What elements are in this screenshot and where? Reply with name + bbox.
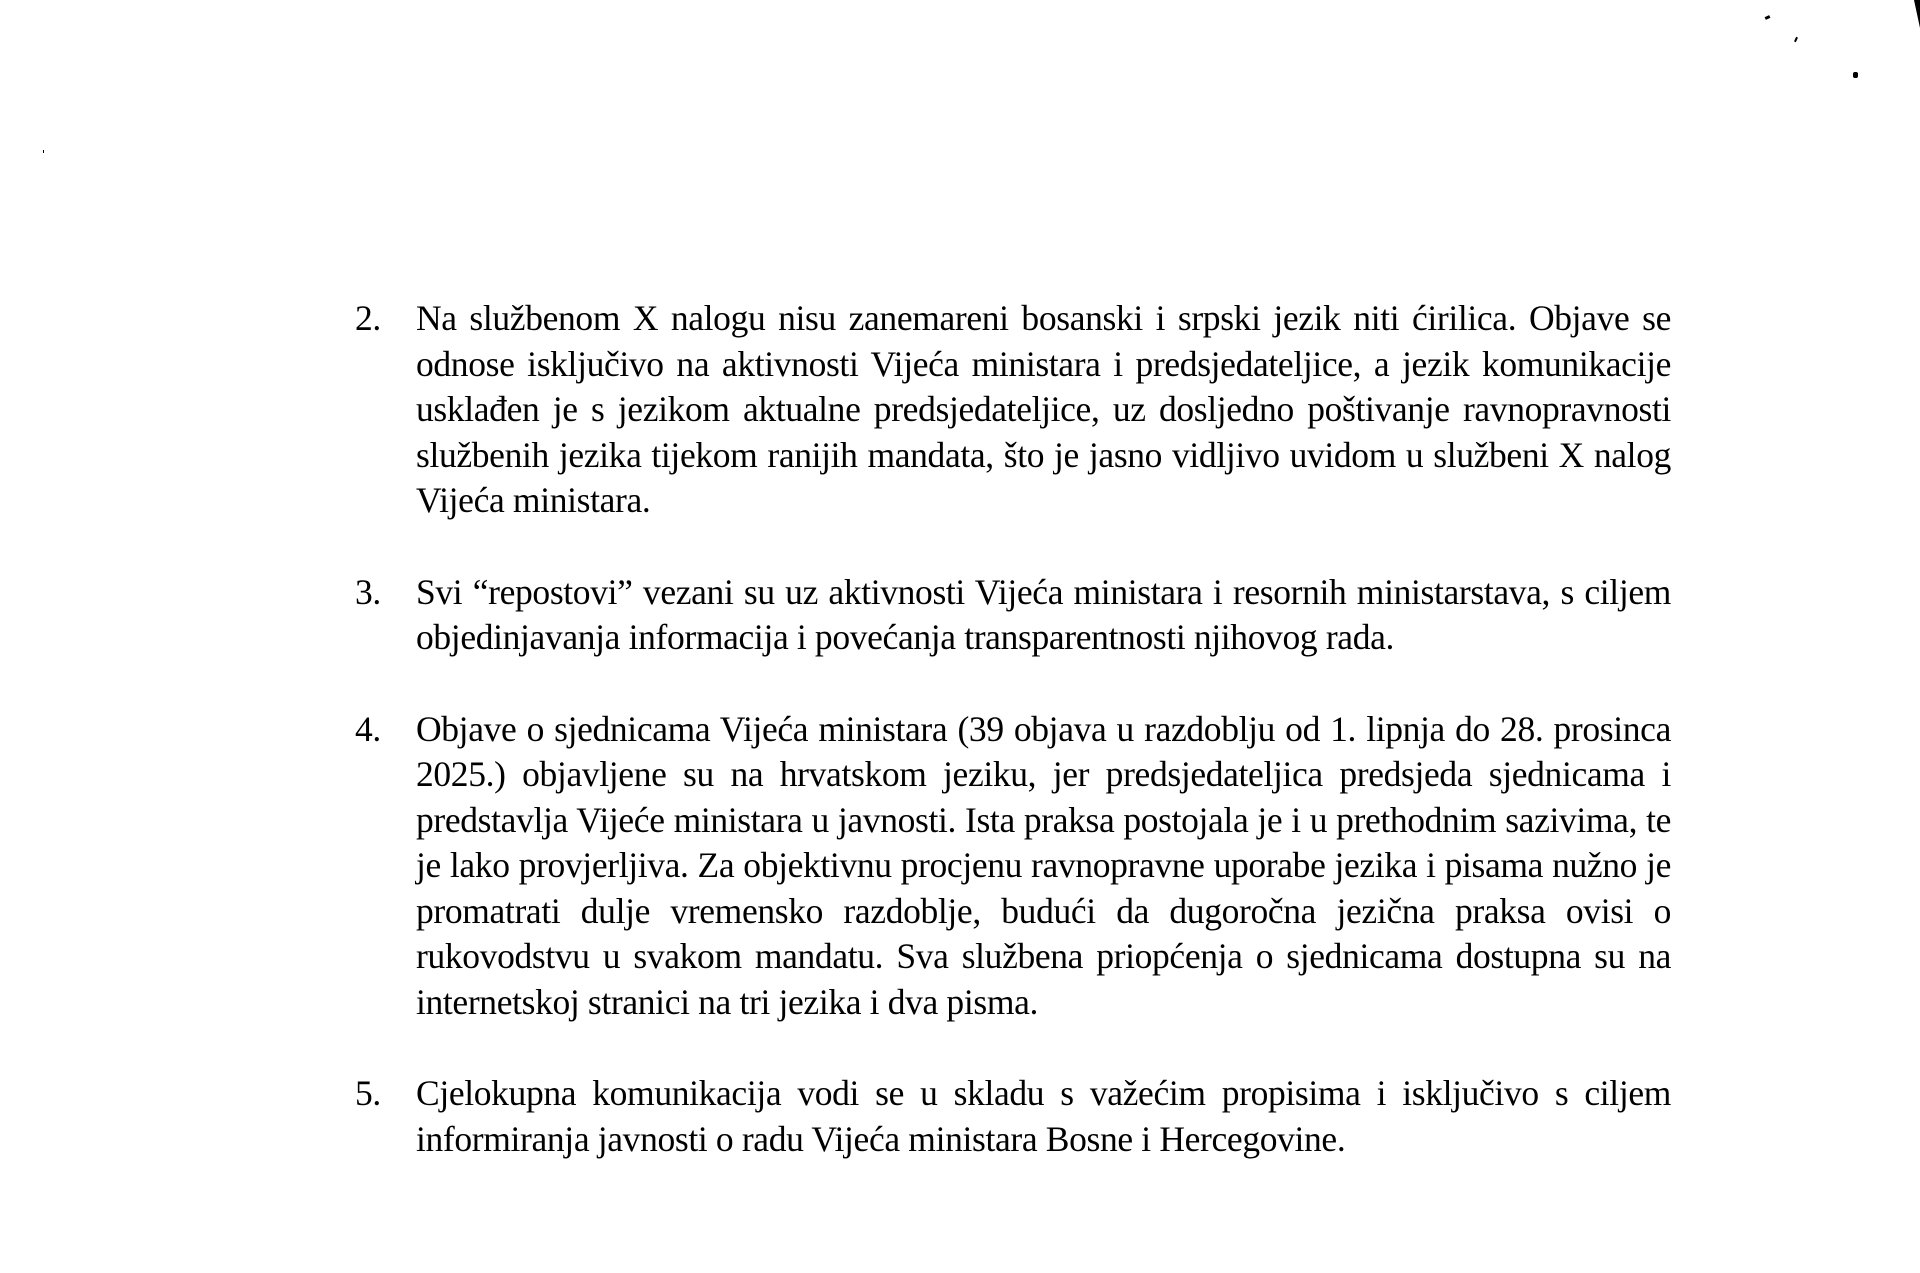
item-number: 2. xyxy=(355,298,381,338)
scan-speck xyxy=(43,150,44,153)
item-text: Na službenom X nalogu nisu zanemareni bosanski i srpski jezik niti ćirilica. Objave se odnose isključivo na aktivnosti Vijeća ministara i predsjedateljice, a jezik komunikacije usklađen je s jezikom aktualne predsjedateljice, uz dosljedno poštivanje ravnopravnosti službenih jezika tijekom ranijih mandata, što je jasno vidljivo uvidom u službeni X nalog Vijeća ministara. xyxy=(416,298,1671,520)
scan-speck xyxy=(1853,72,1858,78)
numbered-list xyxy=(355,296,1671,1162)
list-item-5 xyxy=(355,1071,1671,1162)
list-item-2 xyxy=(355,296,1671,524)
list-item-4 xyxy=(355,707,1671,1026)
item-number: 4. xyxy=(355,708,381,749)
item-text: Objave o sjednicama Vijeća ministara (39 objava u razdoblju od 1. lipnja do 28. prosinca 2025.) objavljene su na hrvatskom jeziku, jer predsjedateljica predsjeda sjednicama i predstavlja Vijeće ministara u javnosti. Ista praksa postojala je i u prethodnim sazivima, te je lako provjerljiva. Za objektivnu procjenu ravnopravne uporabe jezika i pisama nužno je promatrati dulje vremensko razdoblje, budući da dugoročna jezična praksa ovisi o rukovodstvu u svakom mandatu. Sva službena priopćenja o sjednicama dostupna su na internetskoj stranici na tri jezika i dva pisma. xyxy=(416,708,1671,1022)
scan-artifact-corner xyxy=(1914,0,1920,28)
item-text: Cjelokupna komunikacija vodi se u skladu s važećim propisima i isključivo s ciljem informiranja javnosti o radu Vijeća ministara Bosne i Hercegovine. xyxy=(416,1073,1671,1159)
scan-speck xyxy=(1794,37,1798,42)
item-number: 5. xyxy=(355,1073,381,1113)
item-number: 3. xyxy=(355,571,381,612)
scan-speck xyxy=(1765,15,1771,20)
item-text: Svi “repostovi” vezani su uz aktivnosti Vijeća ministara i resornih ministarstava, s ciljem objedinjavanja informacija i povećanja transparentnosti njihovog rada. xyxy=(416,571,1671,657)
list-item-3 xyxy=(355,570,1671,661)
